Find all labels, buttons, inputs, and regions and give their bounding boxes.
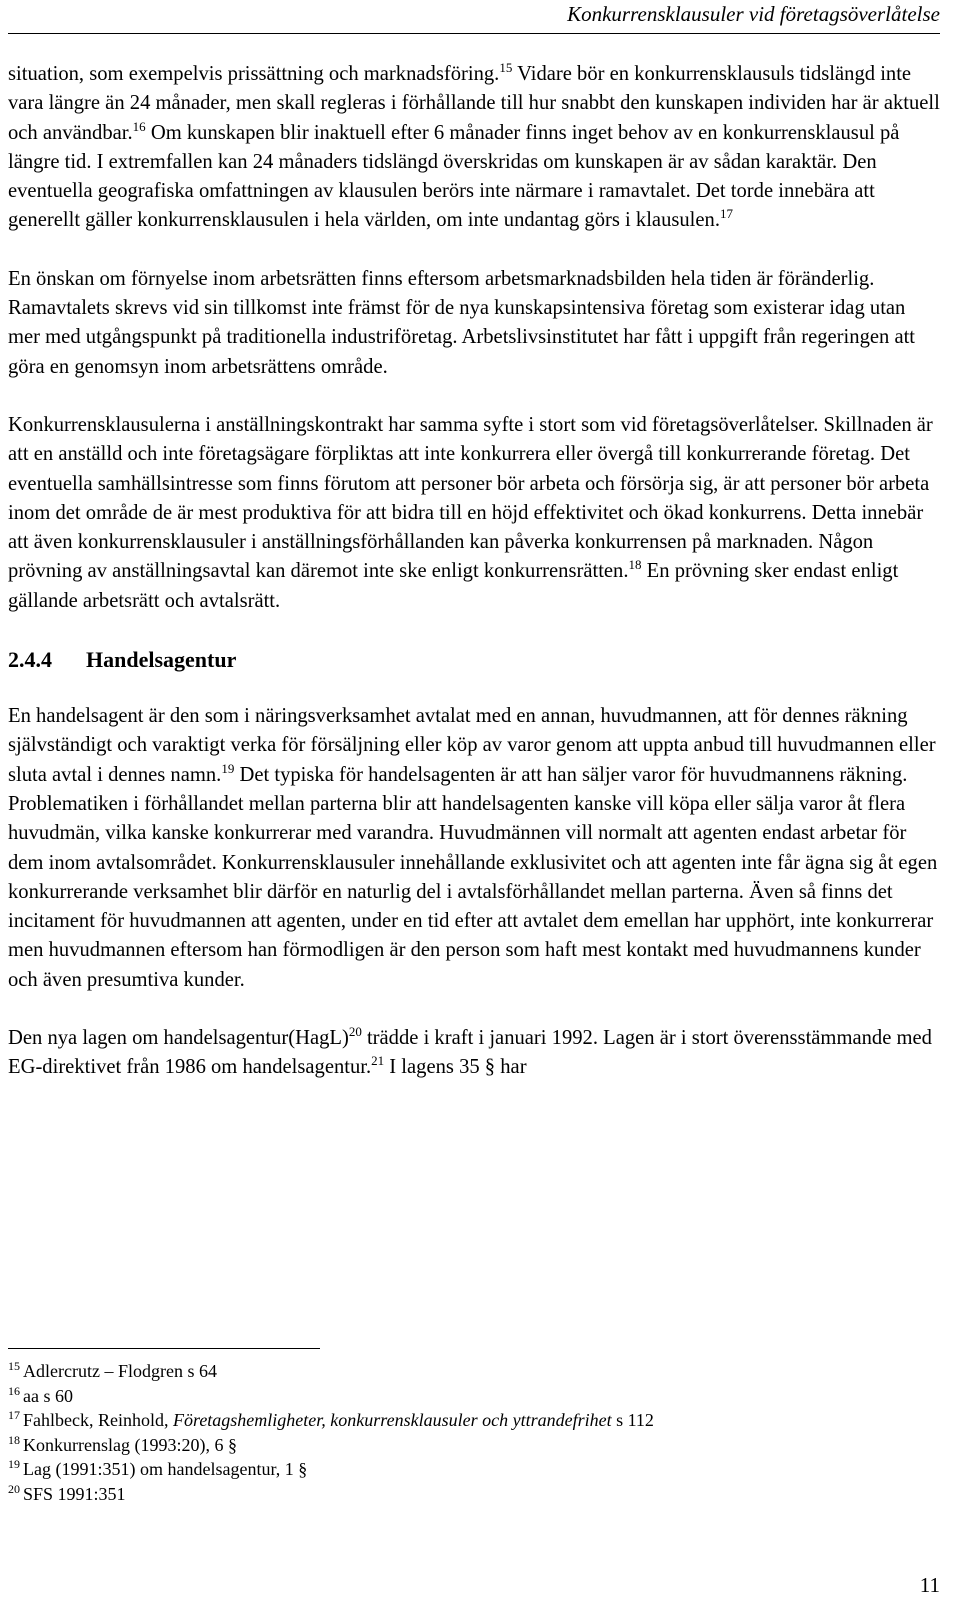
paragraph-text: situation, som exempelvis prissättning och marknadsföring.	[8, 63, 500, 85]
paragraph-1	[8, 60, 940, 236]
footnote-number: 17	[8, 1408, 20, 1422]
footnote-18	[8, 1433, 940, 1458]
paragraph-text: Om kunskapen blir inaktuell efter 6 månader finns inget behov av en konkurrensklausul på längre tid. I extremfallen kan 24 månaders tidslängd överskridas om kunskapen är av sådan karaktär. Den eventuella geografiska omfattningen av klausulen berörs inte närmare i ramavtalet. Det torde innebära att generellt gäller konkurrensklausulen i hela världen, om inte undantag görs i klausulen.	[8, 121, 900, 232]
paragraph-4	[8, 702, 940, 995]
footnote-17	[8, 1408, 940, 1433]
footnote-text: Konkurrenslag (1993:20), 6 §	[23, 1434, 237, 1455]
footnote-text: Lag (1991:351) om handelsagentur, 1 §	[23, 1459, 308, 1479]
page-number: 11	[919, 1573, 940, 1597]
footnote-text: aa s 60	[23, 1385, 73, 1406]
paragraph-5	[8, 1024, 940, 1083]
paragraph-text: I lagens 35 § har	[384, 1056, 527, 1079]
footnote-19	[8, 1457, 940, 1482]
footnote-book-title: Företagshemligheter, konkurrensklausuler och yttrandefrihet	[172, 1410, 612, 1430]
paragraph-text: Den nya lagen om handelsagentur(HagL)	[8, 1027, 349, 1050]
section-heading	[8, 645, 940, 674]
paragraph-text: Konkurrensklausulerna i anställningskontrakt har samma syfte i stort som vid företagsöverlåtelser. Skillnaden är att en anställd och inte företagsägare förpliktas att inte konkurrera eller övergå till konkurrerande företag. Det eventuella samhällsintresse som finns förutom att personer bör arbeta och försörja sig, är att personer bör arbeta inom det område de är mest produktiva för att bidra till en höjd effektivitet och ökad konkurrens. Detta innebär att även konkurrensklausuler i anställningsförhållanden kan påverka konkurrensen på marknaden. Någon prövning av anställningsavtal kan däremot inte ske enligt konkurrensrätten.	[8, 413, 933, 583]
footnote-number: 20	[8, 1481, 20, 1496]
footnote-20	[8, 1482, 940, 1507]
footnote-ref-18[interactable]: 18	[628, 557, 642, 573]
footnote-ref-16[interactable]: 16	[132, 118, 146, 134]
page-body	[8, 60, 940, 1112]
footnote-text: Fahlbeck, Reinhold,	[23, 1410, 173, 1430]
section-title: Handelsagentur	[86, 647, 237, 673]
footnote-15	[8, 1359, 940, 1384]
paragraph-text: En handelsagent är den som i näringsverksamhet avtalat med en annan, huvudmannen, att för dennes räkning självständigt och varaktigt verka för försäljning eller köp av varor genom att uppta anbud till huvudmannen eller sluta avtal i dennes namn.	[8, 705, 936, 786]
footnote-number: 19	[8, 1457, 20, 1471]
footnote-divider	[8, 1348, 320, 1349]
paragraph-text: Det typiska för handelsagenten är att han säljer varor för huvudmannens räkning. Problematiken i förhållandet mellan parterna blir att handelsagenten kanske vill köpa eller sälja varor åt flera huvudmän, vilka kanske konkurrerar med varandra. Huvudmännen vill normalt att agenten endast arbetar för dem inom avtalsområdet. Konkurrensklausuler innehållande exklusivitet och att agenten inte får ägna sig åt egen konkurrerande verksamhet blir därför en naturlig del i avtalsförhållandet mellan parterna. Även så finns det incitament för huvudmannen att agenten, under en tid efter att avtalet dem emellan har upphört, inte konkurrerar men huvudmannen eftersom han förmodligen är den person som haft mest kontakt med huvudmannens kunder och även presumtiva kunder.	[8, 763, 938, 991]
footnote-number: 16	[8, 1383, 20, 1398]
section-number: 2.4.4	[8, 647, 52, 673]
paragraph-3	[8, 411, 940, 616]
footnote-ref-19[interactable]: 19	[221, 760, 235, 776]
paragraph-text: En prövning sker endast enligt gällande arbetsrätt och avtalsrätt.	[8, 560, 899, 612]
footnote-number: 18	[8, 1432, 20, 1447]
footnote-ref-15[interactable]: 15	[499, 60, 513, 75]
footnotes	[8, 1359, 940, 1506]
footnote-ref-17[interactable]: 17	[720, 206, 733, 222]
paragraph-2: En önskan om förnyelse inom arbetsrätten finns eftersom arbetsmarknadsbilden hela tiden är föränderlig. Ramavtalets skrevs vid sin tillkomst inte främst för de nya kunskapsintensiva företag som existerar idag utan mer med utgångspunkt på traditionella industriföretag. Arbetslivsinstitutet har fått i uppgift från regeringen att göra en genomsyn inom arbetsrättens område.	[8, 267, 916, 378]
footnote-text: SFS 1991:351	[23, 1483, 126, 1504]
paragraph-text: Vidare bör en konkurrensklausuls tidslängd inte vara längre än 24 månader, men skall regleras i förhållande till hur snabbt den kunskapen individen har är aktuell och användbar.	[8, 63, 940, 144]
footnote-text: Adlercrutz – Flodgren s 64	[23, 1361, 217, 1381]
footnote-ref-21[interactable]: 21	[371, 1053, 385, 1069]
footnote-16	[8, 1384, 940, 1409]
footnote-number: 15	[8, 1359, 20, 1373]
footnote-text: s 112	[611, 1410, 654, 1430]
footnote-ref-20[interactable]: 20	[348, 1024, 362, 1040]
paragraph-text: trädde i kraft i januari 1992. Lagen är i stort överensstämmande med EG-direktivet från 1986 om handelsagentur.	[8, 1027, 932, 1079]
running-header	[8, 0, 940, 34]
running-title: Konkurrensklausuler vid företagsöverlåtelse	[567, 2, 940, 26]
